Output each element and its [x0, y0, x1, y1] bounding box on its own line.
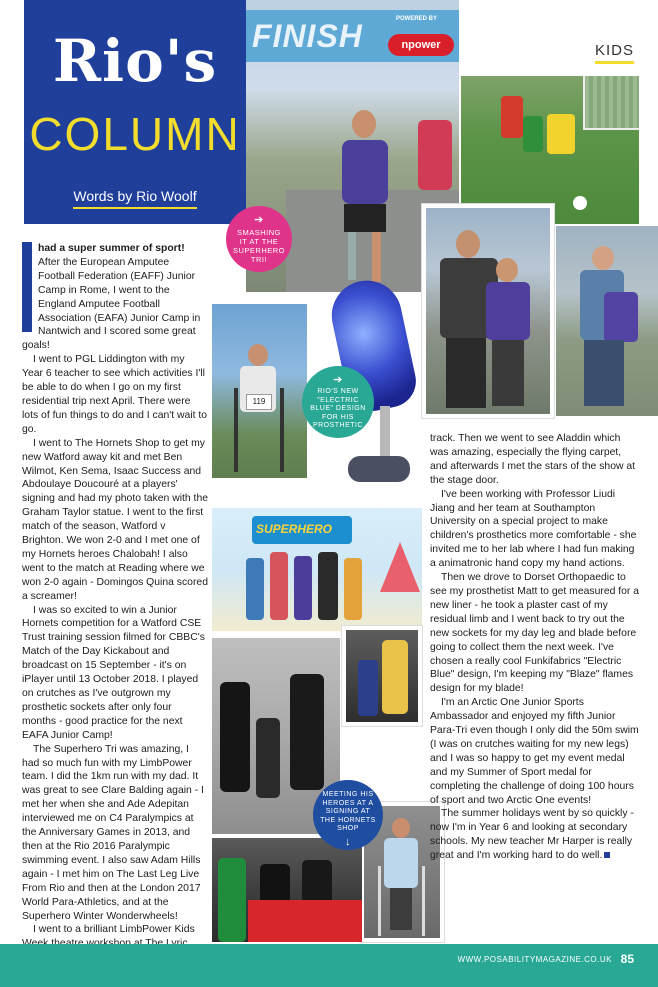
person-1: [246, 558, 264, 620]
photo-football-match: [461, 76, 639, 224]
runner-shirt: [342, 140, 388, 204]
woman-head: [592, 246, 614, 270]
article-lead: had a super summer of sport!: [38, 243, 185, 254]
footer-bar: [0, 944, 658, 987]
npower-text: npower: [401, 39, 441, 51]
rio-head-3: [248, 344, 268, 366]
title-rio: Rio's: [52, 27, 218, 95]
article-paragraph: [430, 807, 640, 863]
rio-legs-4: [390, 888, 412, 930]
rio-small: [358, 660, 378, 716]
bib-number: 119: [252, 397, 266, 406]
rio-posing: [256, 718, 280, 798]
bib: [246, 394, 272, 410]
tent: [380, 542, 420, 592]
arrow-down-icon: ↓: [345, 835, 351, 848]
rio-watford-kit: [218, 858, 246, 942]
person-3: [294, 556, 312, 620]
footer-url: WWW.POSABILITYMAGAZINE.CO.UK: [457, 955, 612, 964]
person-4: [318, 552, 338, 620]
goal-net: [583, 76, 639, 130]
signing-table: [248, 900, 362, 942]
photo-rio-with-woman: [556, 226, 658, 416]
title-column: COLUMN: [29, 108, 241, 160]
photo-dad-and-rio: [426, 208, 550, 414]
powered-text: POWERED BY: [396, 16, 438, 22]
finish-text: FINISH: [252, 18, 363, 54]
football: [573, 196, 587, 210]
rio-head-4: [392, 818, 410, 838]
caption-heroes: MEETING HIS HEROES AT A SIGNING AT THE HORNETS SHOP: [320, 791, 376, 832]
rio-legs: [492, 340, 524, 406]
caption-circle-heroes: [313, 780, 383, 850]
rio-head: [496, 258, 518, 282]
article-paragraph: I was so excited to win a Junior Hornets competition for a Watford CSE Trust training session filmed for CBBC's Match of the Day Kickabout and broadcast on 15 September - it's on iPlayer until 13 October 2018. I played on crutches as I've outgrown my prosthetic sockets after only four months - good practice for the next EAFA Junior Camp!: [22, 604, 205, 741]
npower-logo: [388, 34, 454, 56]
article-paragraph: I went to The Hornets Shop to get my new Watford away kit and met Ben Wilmot, Ken Sema, Isaac Success and Abdoulaye Doucouré at a players' signing and had my photo taken with the Graham Taylor statue. I went to the first match of the season, Watford v Brighton. We won 2-0 and I met one of my Hornets heroes Chalobah! I also went to the match at Reading where we won 2-0 again - Domingos Quina scored a screamer!: [22, 437, 209, 602]
person-2: [270, 552, 288, 620]
player-1: [220, 682, 250, 792]
prosthetic-pylon: [380, 406, 390, 458]
page-number: 85: [620, 952, 634, 966]
crutch-4: [422, 866, 425, 936]
rio-hoodie: [384, 838, 418, 888]
runner-prosthetic: [348, 232, 356, 280]
caption-tri: SMASHING IT AT THE SUPERHERO TRI!: [232, 228, 285, 264]
superhero-text: SUPERHERO: [256, 522, 333, 536]
article-column-1: [22, 242, 208, 979]
crutch-3: [378, 866, 381, 936]
player-signing-1: [260, 864, 290, 904]
dropcap-i: [22, 242, 32, 332]
crutch-left: [234, 388, 238, 472]
runner-leg: [372, 232, 381, 282]
caption-prosthetic: RIO'S NEW "ELECTRIC BLUE" DESIGN FOR HIS PROSTHETIC: [310, 388, 366, 429]
article-paragraph: I went to PGL Liddington with my Year 6 teacher to see which activities I'll be able to do when I go on my first residential trip next April. There were lots of fun things to do and I can't wait to go.: [22, 354, 208, 435]
dad-head: [456, 230, 480, 258]
article-paragraph: After the European Amputee Football Federation (EAFF) Junior Camp in Rome, I went to the England Amputee Football Association (EAFA) Junior Camp in Nantwich and I scored some great goals!: [22, 256, 201, 352]
article-paragraph: track. Then we went to see Aladdin which was amazing, especially the flying carpet, and afterwards I met the stars of the show at the stage door.: [430, 433, 636, 486]
article-column-2: [430, 432, 640, 863]
player-signing-2: [302, 860, 332, 904]
prosthetic-foot: [348, 456, 410, 482]
end-mark-icon: [604, 852, 610, 858]
byline-text: Words by Rio Woolf: [73, 188, 196, 209]
article-paragraph: I'm an Arctic One Junior Sports Ambassador and enjoyed my fifth Junior Para-Tri even though I only did the 50m swim (I was on crutches waiting for my new legs) and I was so happy to get my event medal and my Summer of Sport medal for completing the challenge of doing 100 hours of sport and two Arctic One events!: [430, 697, 639, 806]
photo-with-footballer: [346, 630, 418, 722]
photo-rio-medal-crutches: [212, 304, 307, 478]
article-paragraph: I went to a brilliant LimbPower Kids: [33, 924, 195, 936]
player-green: [523, 116, 543, 152]
title-box: [24, 0, 246, 224]
player-2: [290, 674, 324, 790]
rio-shirt: [486, 282, 530, 340]
dad-legs: [446, 338, 486, 408]
player-yellow: [547, 114, 575, 154]
footballer: [382, 640, 408, 714]
player-red: [501, 96, 523, 138]
woman-legs: [584, 340, 624, 406]
article-final-text: The summer holidays went by so quickly - now I'm in Year 6 and looking at secondary schools. My new teacher Mr Harper is really great and I'm working hard to do well.: [430, 808, 634, 862]
caption-circle-tri: [226, 206, 292, 272]
arrow-right-icon: ➔: [333, 374, 343, 386]
rio-shirt-2: [604, 292, 638, 342]
article-paragraph: I've been working with Professor Liudi Jiang and her team at Southampton University on a special project to make children's prosthetics more comfortable - she invited me to her lab where I had fun making a animatronic hand copy my hand actions.: [430, 488, 637, 570]
byline: [24, 188, 246, 204]
spectator: [418, 120, 452, 190]
crutch-right: [280, 388, 284, 472]
photo-superhero-group: [212, 508, 422, 631]
caption-circle-prosthetic: [302, 366, 374, 438]
runner-head: [352, 110, 376, 138]
article-paragraph: Then we drove to Dorset Orthopaedic to see my prosthetist Matt to get measured for a new liner - he took a plaster cast of my residual limb and I went back to try out the new sockets for my day leg and blade before going to collect them the next week. I've chosen a really cool Funkifabrics "Electric Blue" design, I'm keeping my "Blaze" flames design for my blade!: [430, 572, 640, 695]
section-label: KIDS: [595, 42, 634, 64]
person-5: [344, 558, 362, 620]
photo-hornets-signing: [212, 838, 362, 942]
arrow-right-icon: ➔: [254, 214, 264, 226]
article-paragraph: The Superhero Tri was amazing, I had so much fun with my LimbPower team. I did the 1km run with my dad. It was great to see Clare Balding again - I met her when she and Ade Adepitan interviewed me on C4 Paralympics at the Anniversary Games in 2013, and then at the Rio 2016 Paralympic swimming event. I also saw Adam Hills again - I met him on The Last Leg Live From Rio and then at the London 2017 World Para-Athletics, and at the Superhero Winter Wonderwheels!: [22, 743, 204, 922]
runner-shorts: [344, 204, 386, 232]
